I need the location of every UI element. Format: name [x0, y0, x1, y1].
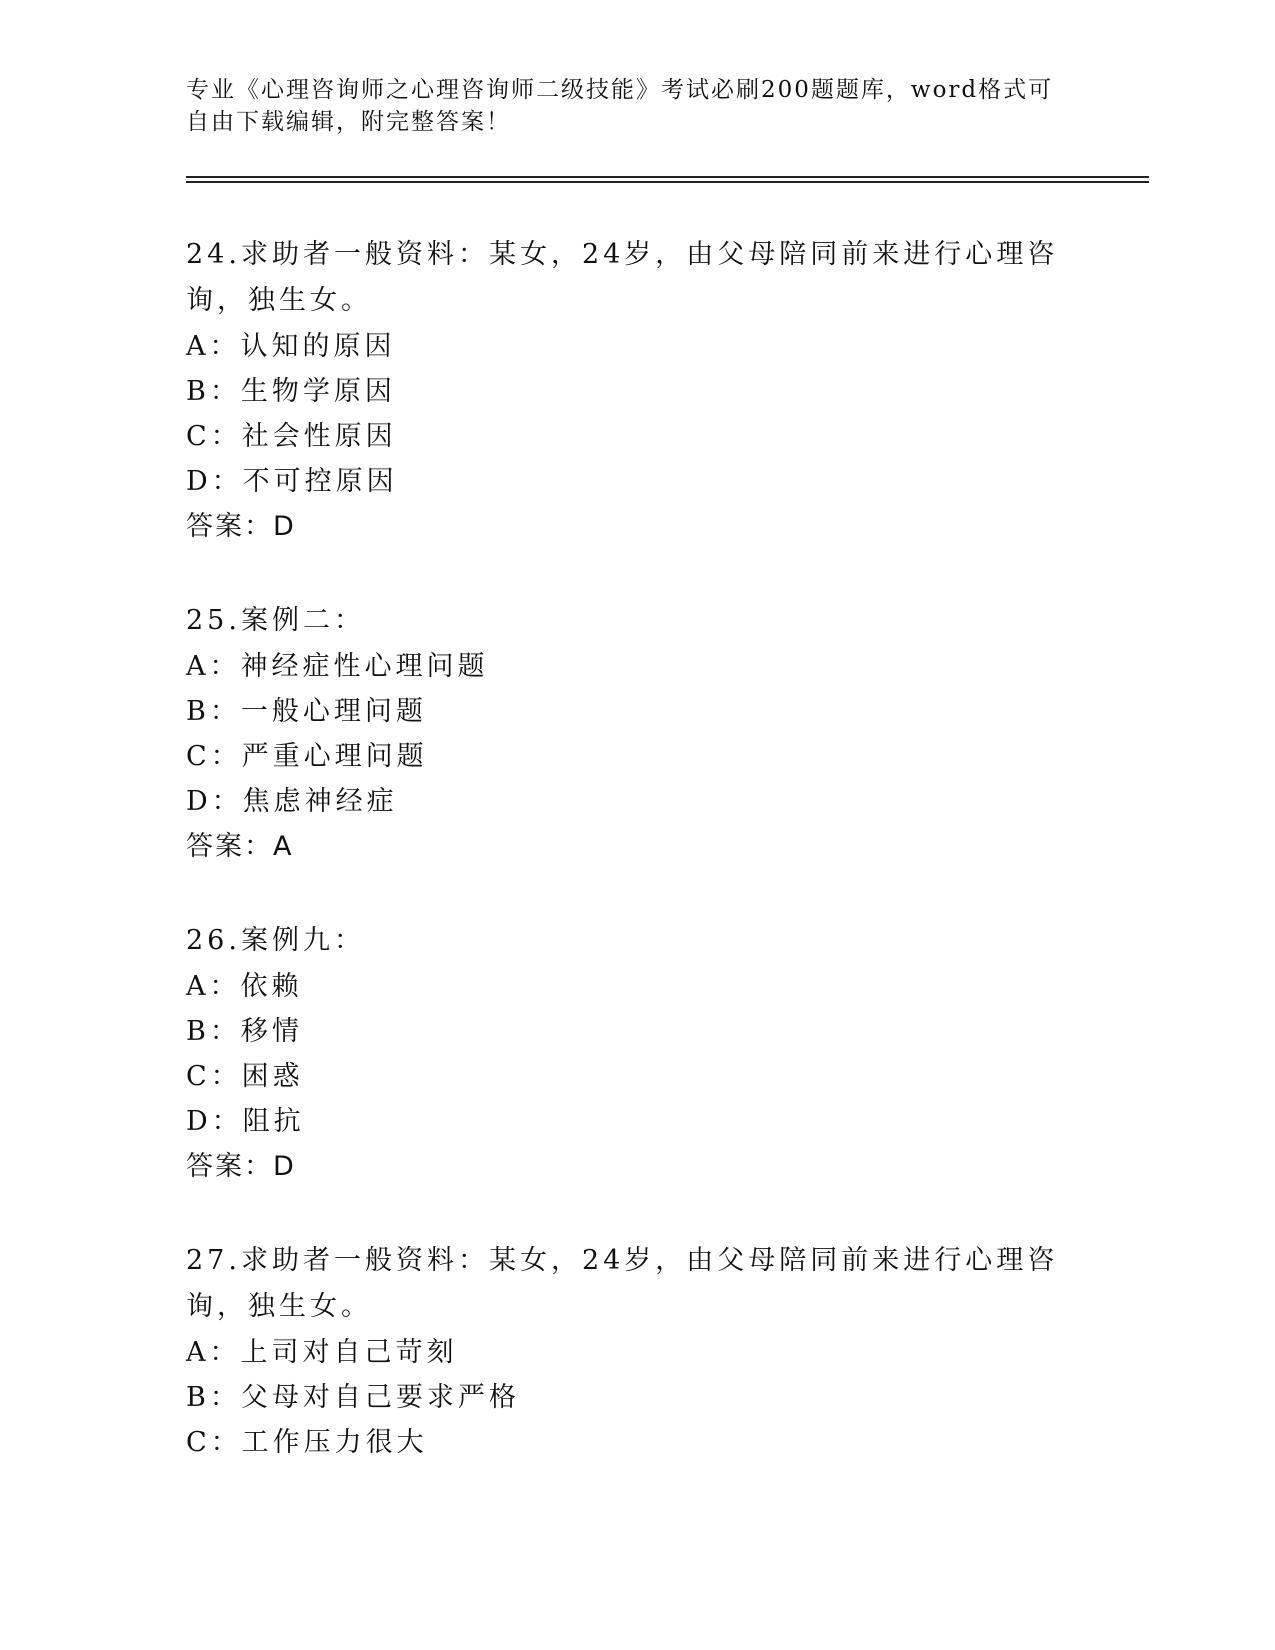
- option-b: B：父母对自己要求严格: [186, 1382, 520, 1413]
- answer-line: 答案：D: [186, 511, 296, 542]
- question-stem: 24.求助者一般资料：某女，24岁，由父母陪同前来进行心理咨询，独生女。: [186, 239, 1059, 316]
- question-stem: 27.求助者一般资料：某女，24岁，由父母陪同前来进行心理咨询，独生女。: [186, 1245, 1059, 1322]
- question-27: [186, 1238, 1086, 1465]
- option-b: B：生物学原因: [186, 376, 396, 407]
- option-d: D：焦虑神经症: [186, 786, 398, 817]
- option-c: C：困惑: [186, 1061, 304, 1092]
- option-a: A：上司对自己苛刻: [186, 1337, 458, 1368]
- question-25: [186, 598, 1086, 870]
- option-a: A：神经症性心理问题: [186, 651, 489, 682]
- question-26: [186, 918, 1086, 1190]
- option-b: B：一般心理问题: [186, 696, 427, 727]
- option-c: C：严重心理问题: [186, 741, 428, 772]
- option-a: A：依赖: [186, 971, 303, 1002]
- answer-line: 答案：A: [186, 831, 294, 862]
- option-d: D：阻抗: [186, 1106, 305, 1137]
- question-24: [186, 232, 1086, 550]
- option-b: B：移情: [186, 1016, 303, 1047]
- answer-line: 答案：D: [186, 1151, 296, 1182]
- option-d: D：不可控原因: [186, 466, 398, 497]
- option-c: C：社会性原因: [186, 421, 397, 452]
- header-rule-top: [186, 176, 1149, 178]
- document-header: 专业《心理咨询师之心理咨询师二级技能》考试必刷200题题库，word格式可自由下载编辑，附完整答案！: [186, 77, 1054, 135]
- header-rule-bottom: [186, 181, 1149, 183]
- question-stem: 26.案例九：: [186, 925, 365, 956]
- question-stem: 25.案例二：: [186, 605, 365, 636]
- question-list: [186, 232, 1086, 1513]
- option-c: C：工作压力很大: [186, 1427, 428, 1458]
- option-a: A：认知的原因: [186, 331, 396, 362]
